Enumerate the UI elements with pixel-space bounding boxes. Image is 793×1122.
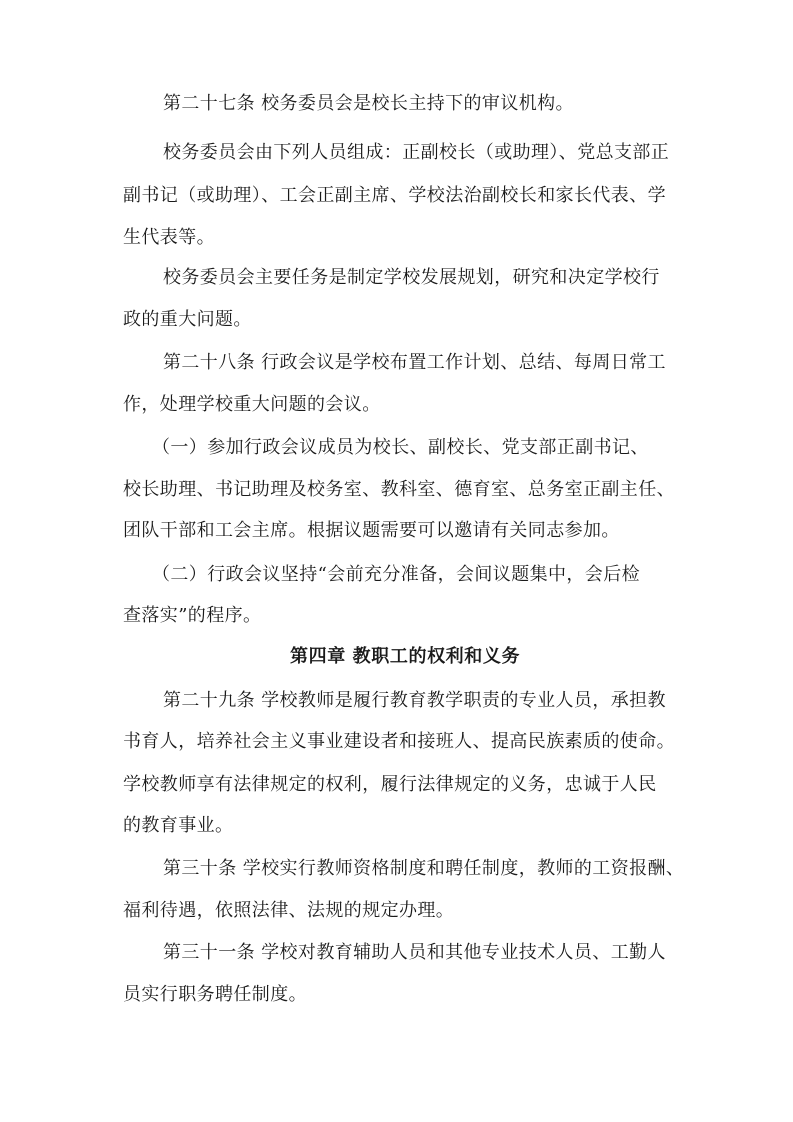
- article-27-para-1-line-1: 校务委员会由下列人员组成：正副校长（或助理）、党总支部正: [163, 142, 670, 163]
- article-29-line-1: 第二十九条 学校教师是履行教育教学职责的专业人员，承担教: [163, 690, 666, 711]
- article-28-item-1-line-1: （一）参加行政会议成员为校长、副校长、党支部正副书记、: [152, 437, 649, 458]
- chapter-4-heading: 第四章 教职工的权利和义务: [290, 646, 521, 667]
- article-27-para-2-line-1: 校务委员会主要任务是制定学校发展规划，研究和决定学校行: [163, 267, 660, 288]
- article-27-para-1-line-3: 生代表等。: [123, 227, 215, 248]
- article-28-item-2-line-2: 查落实”的程序。: [123, 605, 262, 626]
- article-30-line-2: 福利待遇，依照法律、法规的规定办理。: [123, 900, 455, 921]
- article-30-line-1: 第三十条 学校实行教师资格制度和聘任制度，教师的工资报酬、: [163, 858, 685, 879]
- article-28-item-1-line-2: 校长助理、书记助理及校务室、教科室、德育室、总务室正副主任、: [123, 479, 675, 500]
- article-27-para-1-line-2: 副书记（或助理）、工会正副主席、学校法治副校长和家长代表、学: [123, 185, 666, 206]
- article-29-line-3: 学校教师享有法律规定的权利，履行法律规定的义务，忠诚于人民: [123, 774, 657, 795]
- article-28-item-2-line-1: （二）行政会议坚持“会前充分准备，会间议题集中，会后检: [152, 564, 640, 585]
- article-31-line-2: 员实行职务聘任制度。: [123, 984, 307, 1005]
- article-29-line-4: 的教育事业。: [123, 815, 234, 836]
- article-31-line-1: 第三十一条 学校对教育辅助人员和其他专业技术人员、工勤人: [163, 942, 666, 963]
- article-27-title: 第二十七条 校务委员会是校长主持下的审议机构。: [163, 93, 574, 114]
- article-29-line-2: 书育人，培养社会主义事业建设者和接班人、提高民族素质的使命。: [123, 731, 675, 752]
- article-28-line-1: 第二十八条 行政会议是学校布置工作计划、总结、每周日常工: [163, 352, 666, 373]
- article-27-para-2-line-2: 政的重大问题。: [123, 309, 252, 330]
- article-28-line-2: 作，处理学校重大问题的会议。: [123, 394, 381, 415]
- article-28-item-1-line-3: 团队干部和工会主席。根据议题需要可以邀请有关同志参加。: [123, 520, 620, 541]
